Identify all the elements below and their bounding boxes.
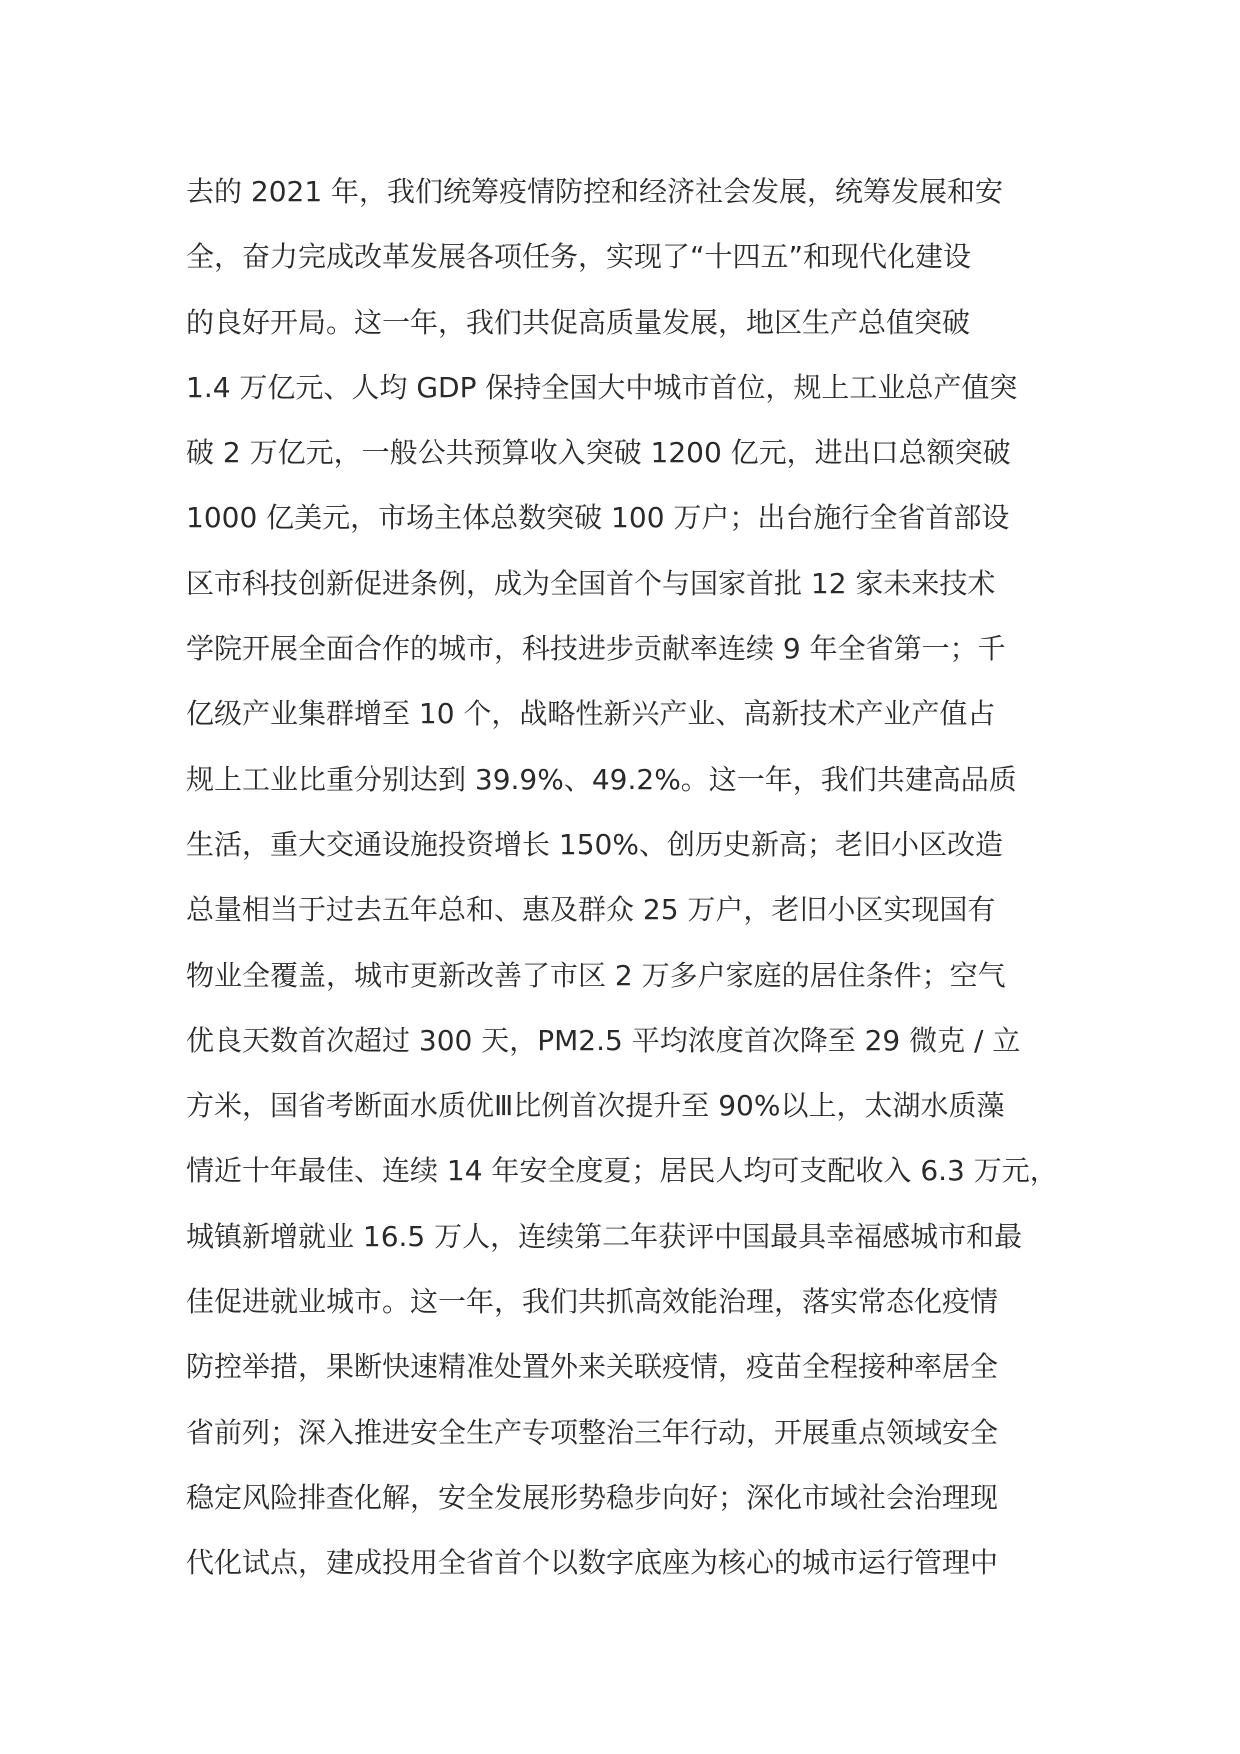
text-line: 稳定风险排查化解，安全发展形势稳步向好；深化市域社会治理现 [186,1480,999,1514]
text-line: 总量相当于过去五年总和、惠及群众 25 万户，老旧小区实现国有 [186,893,996,927]
text-line: 防控举措，果断快速精准处置外来关联疫情，疫苗全程接种率居全 [186,1350,999,1384]
text-line: 城镇新增就业 16.5 万人，连续第二年获评中国最具幸福感城市和最 [186,1219,1023,1253]
text-line: 学院开展全面合作的城市，科技进步贡献率连续 9 年全省第一；千 [186,632,1006,666]
text-line: 佳促进就业城市。这一年，我们共抓高效能治理，落实常态化疫情 [186,1285,999,1319]
text-line: 规上工业比重分别达到 39.9%、49.2%。这一年，我们共建高品质 [186,762,1017,796]
text-line: 区市科技创新促进条例，成为全国首个与国家首批 12 家未来技术 [186,566,996,600]
text-line: 全，奋力完成改革发展各项任务，实现了“十四五”和现代化建设 [186,240,972,274]
text-line: 方米，国省考断面水质优Ⅲ比例首次提升至 90%以上，太湖水质藻 [186,1089,1005,1123]
text-line: 生活，重大交通设施投资增长 150%、创历史新高；老旧小区改造 [186,827,1003,861]
text-line: 去的 2021 年，我们统筹疫情防控和经济社会发展，统筹发展和安 [186,175,1004,208]
text-line: 1000 亿美元，市场主体总数突破 100 万户；出台施行全省首部设 [186,501,1010,535]
text-line: 代化试点，建成投用全省首个以数字底座为核心的城市运行管理中 [186,1546,999,1580]
text-line: 亿级产业集群增至 10 个，战略性新兴产业、高新技术产业产值占 [186,697,996,731]
text-line: 情近十年最佳、连续 14 年安全度夏；居民人均可支配收入 6.3 万元， [186,1154,1058,1188]
text-line: 省前列；深入推进安全生产专项整治三年行动，开展重点领域安全 [186,1415,999,1449]
text-line: 优良天数首次超过 300 天，PM2.5 平均浓度首次降至 29 微克 / 立 [186,1023,1021,1057]
text-line: 物业全覆盖，城市更新改善了市区 2 万多户家庭的居住条件；空气 [186,958,1006,992]
text-line: 的良好开局。这一年，我们共促高质量发展，地区生产总值突破 [186,305,971,339]
text-line: 1.4 万亿元、人均 GDP 保持全国大中城市首位，规上工业总产值突 [186,370,1018,404]
body-text [186,170,1086,1607]
text-line: 破 2 万亿元，一般公共预算收入突破 1200 亿元，进出口总额突破 [186,436,1011,470]
